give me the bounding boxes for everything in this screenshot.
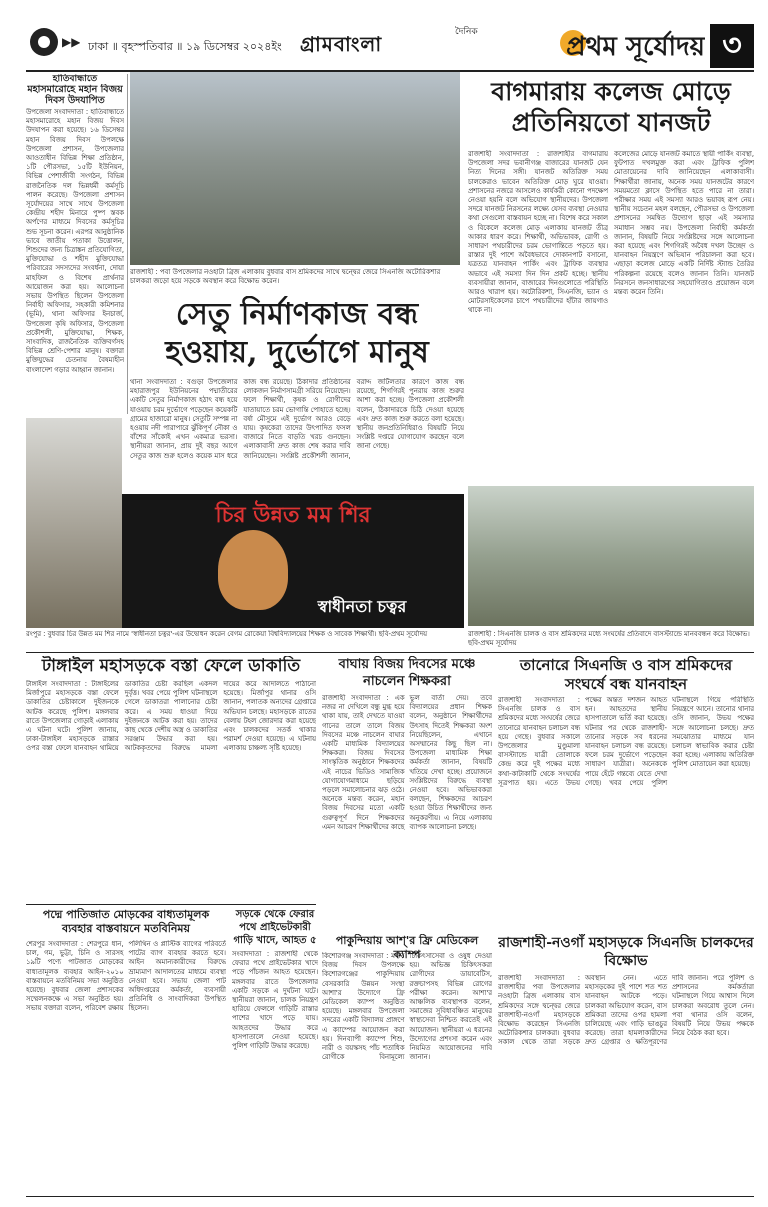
emblem-icon xyxy=(30,28,58,56)
college-traffic-photo xyxy=(468,486,754,626)
daily-label: দৈনিক xyxy=(455,27,478,37)
column-divider xyxy=(127,74,128,414)
footer-rule xyxy=(26,1196,754,1197)
teachers-headline: বাঘায় বিজয় দিবসের মঞ্চে নাচলেন শিক্ষকরা xyxy=(338,657,476,689)
section-name: গ্রামবাংলা xyxy=(300,32,383,56)
page-number: ৩ xyxy=(710,24,754,68)
section-rule xyxy=(26,904,316,905)
section-rule xyxy=(26,652,754,653)
bridge-body: থানা সংবাদদাতা : বগুড়া উপজেলার মহারাজপুর ইউনিয়নের পদ্মাতীরের একটি সেতুর নির্মাণকাজ হঠাৎ বন্ধ হয়ে যাওয়ায় চরম দুর্ভোগে পড়েছেন কয়েকটি গ্রামের হাজারো মানুষ। সেতুটি সম্পন্ন না হওয়ায় নদী পারাপারে ঝুঁকিপূর্ণ নৌকা ও বাঁশের সাঁকোই এখন একমাত্র ভরসা। স্থানীয়রা জানান, প্রায় দুই বছর আগে সেতুর কাজ শুরু হলেও কয়েক মাস ধরে কাজ বন্ধ রয়েছে। ঠিকাদার প্রতিষ্ঠানের লোকজন নির্মাণসামগ্রী সরিয়ে নিয়েছেন। ফলে শিক্ষার্থী, কৃষক ও রোগীদের যাতায়াতে চরম ভোগান্তি পোহাতে হচ্ছে। বর্ষা মৌসুমে এই দুর্ভোগ আরও বেড়ে যায়। কৃষকেরা তাদের উৎপাদিত ফসল বাজারে নিতে বাড়তি খরচ গুনছেন। এলাকাবাসী দ্রুত কাজ শেষ করার দাবি জানিয়েছেন। সংশ্লিষ্ট প্রকৌশলী জানান, বরাদ্দ জটিলতার কারণে কাজ বন্ধ রয়েছে, শিগগিরই পুনরায় কাজ শুরুর আশা করা হচ্ছে। উপজেলা প্রকৌশলী বলেন, ঠিকাদারকে চিঠি দেওয়া হয়েছে এবং দ্রুত কাজ শুরু করতে বলা হয়েছে। স্থানীয় জনপ্রতিনিধিরাও বিষয়টি নিয়ে সংশ্লিষ্ট দপ্তরে যোগাযোগ করছেন বলে জানা গেছে। xyxy=(130,378,464,460)
medical-headline: পাকুন্দিয়ায় আশ্‌'র ফ্রি মেডিকেল ক্যাম্প xyxy=(335,934,479,961)
victory-body: উপজেলা সংবাদদাতা : হাতিবান্ধাতে মহাসমারোহে মহান বিজয় দিবস উদযাপন করা হয়েছে। ১৬ ডিসেম্বর মহান বিজয় দিবস উপলক্ষে উপজেলা প্রশাসন, উপজেলার আওতাধীন বিভিন্ন শিক্ষা প্রতিষ্ঠান, ১টি পৌরসভা, ১৫টি ইউনিয়ন, বিভিন্ন পেশাজীবী সংগঠন, বিভিন্ন রাজনৈতিক দল ভিন্নধর্মী কর্মসূচি পালন করেছে। উপজেলা প্রশাসন সূর্যোদয়ের সাথে সাথে উপজেলা কেন্দ্রীয় শহীদ মিনারে পুষ্প স্তবক অর্পণের মাধ্যমে দিবসের কর্মসূচির শুভ সূচনা করেন। এরপর আনুষ্ঠানিক ভাবে জাতীয় পতাকা উত্তোলন, শিশুদের জন্য চিত্রাঙ্কন প্রতিযোগিতা, মুক্তিযোদ্ধা ও শহীদ মুক্তিযোদ্ধা পরিবারের সদস্যদের সংবর্ধনা, দোয়া মাহফিল ও বিশেষ প্রার্থনার আয়োজন করা হয়। আলোচনা সভায় উপস্থিত ছিলেন উপজেলা নির্বাহী অফিসার, সহকারী কমিশনার (ভূমি), থানা অফিসার ইনচার্জ, উপজেলা কৃষি অফিসার, উপজেলা প্রকৌশলী, মুক্তিযোদ্ধা, শিক্ষক, সাংবাদিক, রাজনৈতিক ব্যক্তিবর্গসহ বিভিন্ন শ্রেণি-পেশার মানুষ। বক্তারা মুক্তিযুদ্ধের চেতনায় বৈষম্যহীন বাংলাদেশ গড়ার আহ্বান জানান। xyxy=(26,108,124,374)
college-caption: রাজশাহী : সিএনজি চালক ও বাস শ্রমিকদের মধ্যে সংঘর্ষের প্রতিবাদে বাসস্ট্যান্ডে মানববন্ধন করে বিক্ষোভ। ছবি-প্রথম সূর্যোদয় xyxy=(468,630,750,647)
bridge-photo-caption: রাজশাহী : পবা উপজেলার নওহাটা ব্রিজ এলাকায় বুধবার বাস শ্রমিকদের সাথে দ্বন্দ্বের জেরে সিএনজি অটোরিকশার চালকরা জড়ো হয়ে সড়কে অবস্থান করে বিক্ষোভ করেন। xyxy=(130,268,441,285)
teachers-body: রাজশাহী সংবাদদাতা : এক নজর না দেখিলে বন্ধু মুগ্ধ হয়ে থাকা যায়, তাই দেখতে যাওয়া গানের তালে তালে বিজয় দিবসের মঞ্চে নাচলেন বাঘার একটি মাধ্যমিক বিদ্যালয়ের শিক্ষকরা। বিজয় দিবসের সাংস্কৃতিক অনুষ্ঠানে শিক্ষকদের এই নাচের ভিডিও সামাজিক যোগাযোগমাধ্যমে ছড়িয়ে পড়লে সমালোচনার ঝড় ওঠে। অনেকে মন্তব্য করেন, মহান বিজয় দিবসের মতো একটি গুরুত্বপূর্ণ দিনে শিক্ষকদের এমন আচরণ শিক্ষার্থীদের কাছে ভুল বার্তা দেয়। তবে বিদ্যালয়ের প্রধান শিক্ষক বলেন, অনুষ্ঠানে শিক্ষার্থীদের উৎসাহ দিতেই শিক্ষকরা অংশ নিয়েছিলেন, এখানে অসম্মানের কিছু ছিল না। উপজেলা মাধ্যমিক শিক্ষা কর্মকর্তা জানান, বিষয়টি খতিয়ে দেখা হচ্ছে। প্রয়োজনে সংশ্লিষ্টদের বিরুদ্ধে ব্যবস্থা নেওয়া হবে। অভিভাবকরা বলছেন, শিক্ষকদের আচরণ হওয়া উচিত শিক্ষার্থীদের জন্য অনুকরণীয়। এ নিয়ে এলাকায় ব্যাপক আলোচনা চলছে। xyxy=(322,694,492,831)
victory-kicker: হাতিবান্ধাতে xyxy=(52,74,98,84)
college-body-left: রাজশাহী সংবাদদাতা : রাজশাহীর বাগমারায় উপজেলা সদর ভবানীগঞ্জ বাজারের যানজট যেন নিত্য দিনের সঙ্গী। যানজট অতিরিক্ত সময় চালকেরাও ভাবেন অতিরিক্ত মোড় ঘুরে যাওয়া। প্রশাসনের নজরে আসলেও কার্যকরী কোনো পদক্ষেপ নেওয়া হয়নি বলে অভিযোগ স্থানীয়দের। উপজেলা সদরে যানজট নিরসনের লক্ষ্যে যেসব ব্যবস্থা নেওয়ার কথা সেগুলো বাস্তবায়ন হচ্ছে না। বিশেষ করে সকাল ও বিকেলে কলেজ মোড় এলাকায় যানজট তীব্র আকার ধারণ করে। শিক্ষার্থী, অভিভাবক, রোগী ও সাধারণ পথচারীদের চরম ভোগান্তিতে পড়তে হয়। রাস্তার দুই পাশে অবৈধভাবে দোকানপাট বসানো, যত্রতত্র যানবাহন পার্কিং এবং ট্রাফিক ব্যবস্থার অভাবে এই সমস্যা দিন দিন প্রকট হচ্ছে। স্থানীয় ব্যবসায়ীরা জানান, বাজারের দিনগুলোতে পরিস্থিতি আরও খারাপ হয়। অটোরিকশা, সিএনজি, ভ্যান ও মোটরসাইকেলের চাপে পথচারীদের হাঁটার জায়গাও থাকে না। xyxy=(468,150,608,315)
poster-banner-text: চির উন্নত মম শির xyxy=(215,503,371,528)
college-body-right: কলেজের মোড়ে যানজট কমাতে স্থায়ী পার্কিং ব্যবস্থা, ফুটপাত দখলমুক্ত করা এবং ট্রাফিক পুলিশ মোতায়েনের দাবি জানিয়েছেন এলাকাবাসী। শিক্ষার্থীরা জানায়, অনেক সময় যানজটের কারণে সময়মতো ক্লাসে উপস্থিত হতে পারে না তারা। পরীক্ষার সময় এই সমস্যা আরও ভয়াবহ রূপ নেয়। স্থানীয় সচেতন মহল বলছেন, পৌরসভা ও উপজেলা প্রশাসনের সমন্বিত উদ্যোগ ছাড়া এই সমস্যার সমাধান সম্ভব নয়। উপজেলা নির্বাহী কর্মকর্তা জানান, বিষয়টি নিয়ে সংশ্লিষ্টদের সঙ্গে আলোচনা করা হয়েছে এবং শিগগিরই অবৈধ দখল উচ্ছেদ ও যানবাহন নিয়ন্ত্রণে অভিযান পরিচালনা করা হবে। এছাড়া কলেজ মোড়ে একটি নির্দিষ্ট স্ট্যান্ড তৈরির পরিকল্পনা রয়েছে বলেও জানান তিনি। যানজট নিরসনে জনসাধারণের সহযোগিতাও প্রয়োজন বলে মন্তব্য করেন তিনি। xyxy=(614,150,754,297)
victory-headline: মহাসমারোহে মহান বিজয় দিবস উদযাপিত xyxy=(27,84,123,107)
paddy-headline: পদ্মে পাতিজাত মোড়কের বাধ্যতামূলক ব্যবহার বাস্তবায়নে মতবিনিময় xyxy=(42,908,210,935)
dharna-headline: রাজশাহী-নওগাঁ মহাসড়কে সিএনজি চালকদের বিক্ষোভ xyxy=(498,935,754,969)
road-body: সংবাদদাতা : রাজশাহী থেকে ফেরার পথে প্রাইভেটকার খাদে পড়ে পাঁচজন আহত হয়েছেন। মঙ্গলবার রাতে উপজেলার একটি সড়কে এ দুর্ঘটনা ঘটে। স্থানীয়রা জানান, চালক নিয়ন্ত্রণ হারিয়ে ফেললে গাড়িটি রাস্তার পাশের খাদে পড়ে যায়। আহতদের উদ্ধার করে হাসপাতালে নেওয়া হয়েছে। পুলিশ গাড়িটি উদ্ধার করেছে। xyxy=(232,950,318,1051)
college-headline: বাগমারায় কলেজ মোড়ে প্রতিনিয়তো যানজট xyxy=(491,77,731,137)
dharna-body: রাজশাহী সংবাদদাতা : রাজশাহীর পবা উপজেলার নওহাটা ব্রিজ এলাকায় বাস শ্রমিকদের সঙ্গে দ্বন্দ্বের জেরে রাজশাহী-নওগাঁ মহাসড়কে বিক্ষোভ করেছেন সিএনজি অটোরিকশার চালকরা। বুধবার সকাল থেকে তারা সড়কে অবস্থান নেন। এতে মহাসড়কের দুই পাশে শত শত যানবাহন আটকে পড়ে। চালকরা অভিযোগ করেন, বাস শ্রমিকরা তাদের ওপর হামলা চালিয়েছে এবং গাড়ি ভাঙচুর করেছে। তারা হামলাকারীদের দ্রুত গ্রেপ্তার ও ক্ষতিপূরণের দাবি জানান। পরে পুলিশ ও প্রশাসনের কর্মকর্তারা ঘটনাস্থলে গিয়ে আশ্বাস দিলে চালকরা অবরোধ তুলে নেন। পবা থানার ওসি বলেন, বিষয়টি নিয়ে উভয় পক্ষকে নিয়ে বৈঠক করা হবে। xyxy=(498,974,754,1047)
paddy-body: শেরপুর সংবাদদাতা : শেরপুরে ধান, চাল, গম, ভুট্টা, চিনি ও সারসহ ১৯টি পণ্যে পাটজাত মোড়কের বাধ্যতামূলক ব্যবহার আইন-২০১০ বাস্তবায়নে মতবিনিময় সভা অনুষ্ঠিত হয়েছে। বুধবার জেলা প্রশাসকের সম্মেলনকক্ষে এ সভা অনুষ্ঠিত হয়। সভায় বক্তারা বলেন, পরিবেশ রক্ষায় পলিথিন ও প্লাস্টিক ব্যাগের পরিবর্তে পাটের ব্যাগ ব্যবহার করতে হবে। আইন অমান্যকারীদের বিরুদ্ধে ভ্রাম্যমাণ আদালতের মাধ্যমে ব্যবস্থা নেওয়া হবে। সভায় জেলা পাট অধিদপ্তরের কর্মকর্তা, ব্যবসায়ী প্রতিনিধি ও সাংবাদিকরা উপস্থিত ছিলেন। xyxy=(26,940,226,1013)
clash-headline: তানোরে সিএনজি ও বাস শ্রমিকদের সংঘর্ষে বন্ধ যানবাহন xyxy=(519,656,733,693)
clash-body: রাজশাহী সংবাদদাতা : সিএনজি চালক ও বাস শ্রমিকদের মধ্যে সংঘর্ষের জেরে তানোরে যানবাহন চলাচল বন্ধ হয়ে গেছে। বুধবার সকালে উপজেলার মুণ্ডুমালা বাসস্ট্যান্ডে যাত্রী তোলাকে কেন্দ্র করে দুই পক্ষের মধ্যে কথা-কাটাকাটি থেকে সংঘর্ষের সূত্রপাত হয়। এতে উভয় পক্ষের অন্তত দশজন আহত হন। আহতদের স্থানীয় হাসপাতালে ভর্তি করা হয়েছে। ঘটনার পর থেকে রাজশাহী-তানোর সড়কে সব ধরনের যানবাহন চলাচল বন্ধ রয়েছে। ফলে চরম দুর্ভোগে পড়েছেন সাধারণ যাত্রীরা। অনেককে পায়ে হেঁটে গন্তব্যে যেতে দেখা গেছে। খবর পেয়ে পুলিশ ঘটনাস্থলে গিয়ে পরিস্থিতি নিয়ন্ত্রণে আনে। তানোর থানার ওসি জানান, উভয় পক্ষের সঙ্গে আলোচনা চলছে। দ্রুত সমঝোতার মাধ্যমে যান চলাচল স্বাভাবিক করার চেষ্টা করা হচ্ছে। এলাকায় অতিরিক্ত পুলিশ মোতায়েন করা হয়েছে। xyxy=(498,696,754,787)
event-crowd-photo xyxy=(26,418,122,628)
poster-text: স্বাধীনতা চত্বর xyxy=(317,597,407,616)
bridge-headline: সেতু নির্মাণকাজ বন্ধ হওয়ায়, দুর্ভোগে মানুষ xyxy=(165,297,429,370)
medical-body: কিশোরগঞ্জ সংবাদদাতা : মহান বিজয় দিবস উপলক্ষে কিশোরগঞ্জের পাকুন্দিয়ায় বেসরকারি উন্নয়ন সংস্থা আশা'র উদ্যোগে ফ্রি মেডিকেল ক্যাম্প অনুষ্ঠিত হয়েছে। মঙ্গলবার উপজেলা সদরের একটি বিদ্যালয় প্রাঙ্গণে এ ক্যাম্পের আয়োজন করা হয়। দিনব্যাপী ক্যাম্পে শিশু, নারী ও বয়স্কসহ পাঁচ শতাধিক রোগীকে বিনামূল্যে চিকিৎসাসেবা ও ওষুধ দেওয়া হয়। অভিজ্ঞ চিকিৎসকরা রোগীদের ডায়াবেটিস, রক্তচাপসহ বিভিন্ন রোগের পরীক্ষা করেন। আশা'র আঞ্চলিক ব্যবস্থাপক বলেন, সমাজের সুবিধাবঞ্চিত মানুষের স্বাস্থ্যসেবা নিশ্চিত করতেই এই আয়োজন। স্থানীয়রা এ ধরনের উদ্যোগের প্রশংসা করেন এবং নিয়মিত আয়োজনের দাবি জানান। xyxy=(322,952,492,1062)
cng-protest-photo xyxy=(130,72,460,265)
robbery-body: টাঙ্গাইল সংবাদদাতা : টাঙ্গাইলের মির্জাপুরে মহাসড়কে বস্তা ফেলে ডাকাতির চেষ্টাকালে দুইজনকে আটক করেছে পুলিশ। মঙ্গলবার রাতে উপজেলার গোড়াই এলাকায় এ ঘটনা ঘটে। পুলিশ জানায়, ঢাকা-টাঙ্গাইল মহাসড়কে রাস্তার ওপর বস্তা ফেলে যানবাহন থামিয়ে ডাকাতির চেষ্টা করছিল একদল দুর্বৃত্ত। খবর পেয়ে পুলিশ ঘটনাস্থলে গেলে ডাকাতরা পালানোর চেষ্টা করে। এ সময় ধাওয়া দিয়ে দুইজনকে আটক করা হয়। তাদের কাছ থেকে দেশীয় অস্ত্র ও ডাকাতির সরঞ্জাম উদ্ধার করা হয়। আটককৃতদের বিরুদ্ধে মামলা দায়ের করে আদালতে পাঠানো হয়েছে। মির্জাপুর থানার ওসি জানান, পলাতক অন্যদের গ্রেপ্তারে অভিযান চলছে। মহাসড়কে রাতের বেলায় টহল জোরদার করা হয়েছে এবং চালকদের সতর্ক থাকার পরামর্শ দেওয়া হয়েছে। এ ঘটনায় এলাকায় চাঞ্চল্য সৃষ্টি হয়েছে। xyxy=(26,680,316,753)
poster-caption: রংপুর : বুধবার চির উন্নত মম শির নামে 'স্বাধীনতা চত্বর'-এর উদ্বোধন করেন বেগম রোকেয়া বিশ্ববিদ্যালয়ের শিক্ষক ও সাবেক শিক্ষার্থী। ছবি-প্রথম সূর্যোদয় xyxy=(26,630,428,638)
date-line: ঢাকা ॥ বৃহস্পতিবার ॥ ১৯ ডিসেম্বর ২০২৪ইং xyxy=(88,40,282,53)
road-headline: সড়কে থেকে ফেরার পথে প্রাইভেটকারী গাড়ি খাদে, আহত ৫ xyxy=(233,909,317,946)
robbery-headline: টাঙ্গাইল মহাসড়কে বস্তা ফেলে ডাকাতি xyxy=(41,656,301,676)
paper-name: প্রথম সূর্যোদয় xyxy=(566,32,705,62)
arrow-icon: ▶▶ xyxy=(62,35,80,49)
poster-photo xyxy=(122,494,464,628)
